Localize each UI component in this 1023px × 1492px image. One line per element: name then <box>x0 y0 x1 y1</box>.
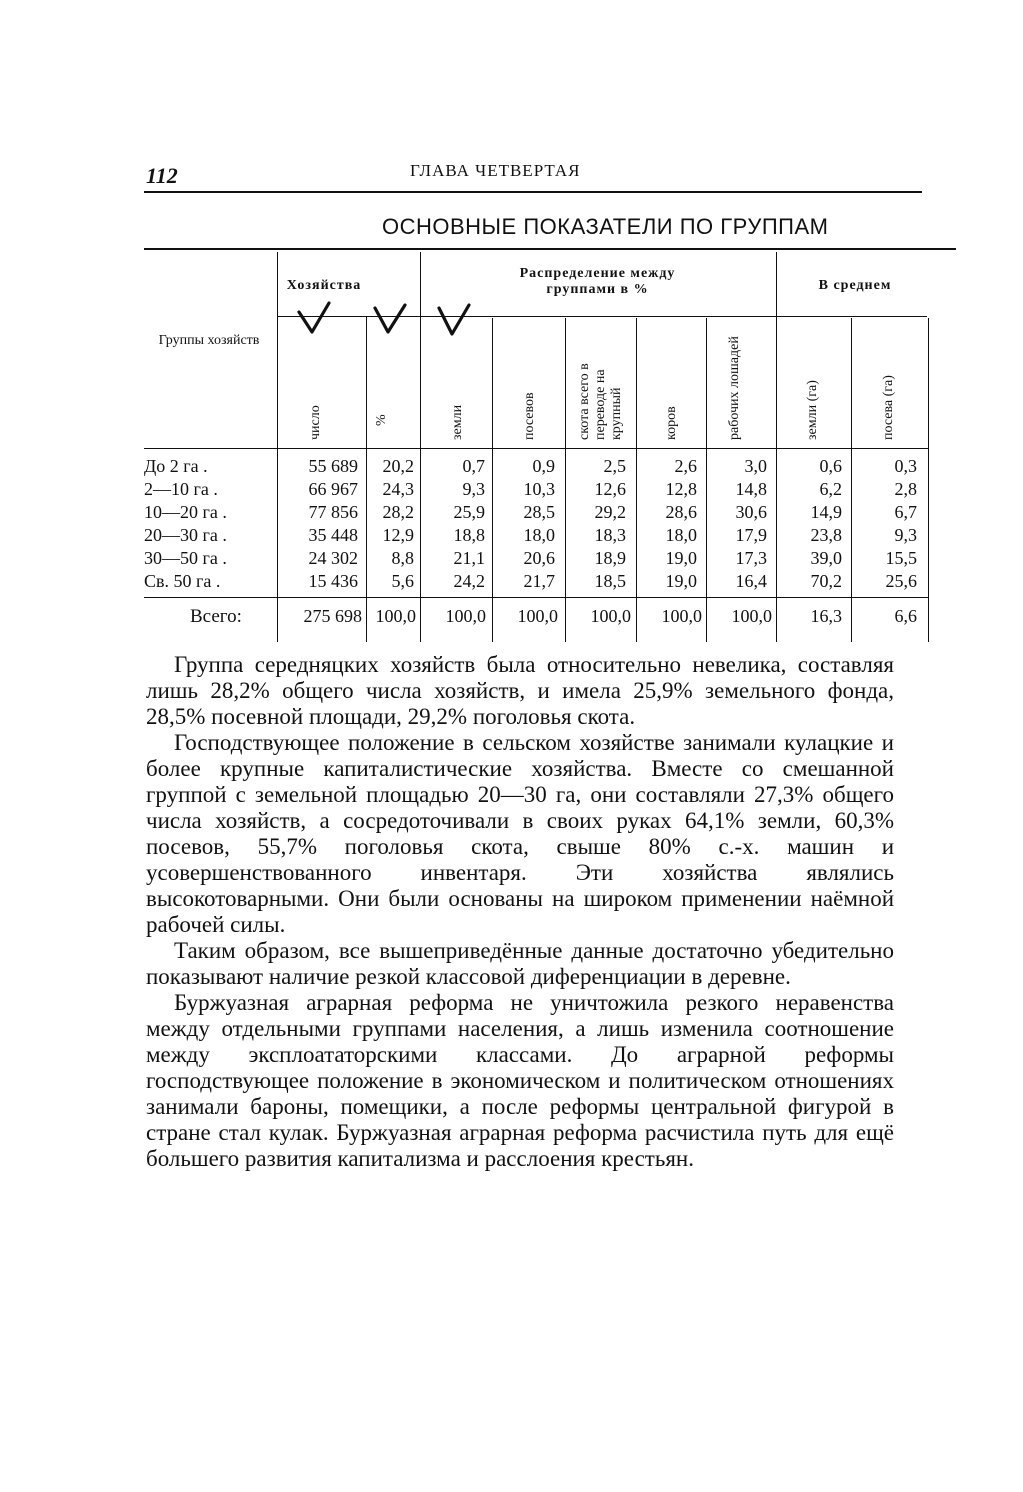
cell-livestock: 18,9 <box>594 548 626 568</box>
cell-crops: 18,0 <box>523 525 555 545</box>
row-label: 10—20 га . <box>144 502 227 522</box>
cell-livestock: 18,3 <box>594 525 626 545</box>
cell-avg-crops: 25,6 <box>885 571 917 591</box>
cell-crops: 100,0 <box>517 606 558 626</box>
cell-horses: 17,3 <box>735 548 767 568</box>
col-head-cows: коров <box>664 406 679 440</box>
cell-avg-land: 0,6 <box>819 456 842 476</box>
cell-cows: 12,8 <box>665 479 697 499</box>
cell-avg-land: 23,8 <box>810 525 842 545</box>
cell-count: 77 856 <box>308 502 358 522</box>
cell-avg-crops: 15,5 <box>885 548 917 568</box>
table-rule <box>144 448 928 449</box>
cell-percent: 24,3 <box>382 479 414 499</box>
header-rule <box>144 191 922 193</box>
col-head-percent: % <box>374 414 389 426</box>
cell-crops: 28,5 <box>523 502 555 522</box>
cell-count: 66 967 <box>308 479 358 499</box>
cell-land: 100,0 <box>445 606 486 626</box>
cell-avg-land: 6,2 <box>819 479 842 499</box>
col-head-horses: рабочих лошадей <box>727 336 742 440</box>
cell-horses: 3,0 <box>744 456 767 476</box>
cell-cows: 100,0 <box>661 606 702 626</box>
cell-cows: 28,6 <box>665 502 697 522</box>
cell-land: 21,1 <box>453 548 485 568</box>
cell-percent: 5,6 <box>391 571 414 591</box>
stub-head: Группы хозяйств <box>158 333 260 348</box>
cell-count: 24 302 <box>308 548 358 568</box>
cell-avg-crops: 9,3 <box>894 525 917 545</box>
row-label: До 2 га . <box>144 456 208 476</box>
cell-land: 0,7 <box>462 456 485 476</box>
cell-crops: 10,3 <box>523 479 555 499</box>
table-title: ОСНОВНЫЕ ПОКАЗАТЕЛИ ПО ГРУППАМ <box>382 214 829 239</box>
cell-crops: 20,6 <box>523 548 555 568</box>
total-label: Всего: <box>190 606 242 627</box>
cell-land: 25,9 <box>453 502 485 522</box>
cell-crops: 0,9 <box>532 456 555 476</box>
cell-livestock: 12,6 <box>594 479 626 499</box>
page-number: 112 <box>146 163 178 188</box>
cell-percent: 12,9 <box>382 525 414 545</box>
paragraph: Группа середняцких хозяйств была относительно невелика, составляя лишь 28,2% общего числа хозяйств, и имела 25,9% земельного фонда, 28,5% посевной площади, 29,2% поголовья скота. <box>146 652 894 729</box>
cell-avg-land: 16,3 <box>810 606 842 626</box>
running-head: ГЛАВА ЧЕТВЕРТАЯ <box>410 161 581 180</box>
group-head-average: В среднем <box>818 278 892 293</box>
table-rule <box>144 597 928 598</box>
table-rule <box>928 318 929 642</box>
cell-avg-crops: 0,3 <box>894 456 917 476</box>
cell-percent: 28,2 <box>382 502 414 522</box>
row-label: 2—10 га . <box>144 479 218 499</box>
cell-avg-land: 39,0 <box>810 548 842 568</box>
row-label: Св. 50 га . <box>144 571 221 591</box>
cell-count: 15 436 <box>308 571 358 591</box>
cell-avg-land: 14,9 <box>810 502 842 522</box>
cell-horses: 100,0 <box>731 606 772 626</box>
cell-livestock: 29,2 <box>594 502 626 522</box>
cell-percent: 8,8 <box>391 548 414 568</box>
cell-avg-land: 70,2 <box>810 571 842 591</box>
col-head-land: земли <box>450 404 465 440</box>
cell-percent: 20,2 <box>382 456 414 476</box>
cell-horses: 17,9 <box>735 525 767 545</box>
row-label: 30—50 га . <box>144 548 227 568</box>
col-head-livestock: скота всего в переводе на крупный <box>577 363 624 440</box>
cell-avg-crops: 6,6 <box>894 606 917 626</box>
cell-cows: 2,6 <box>674 456 697 476</box>
cell-land: 9,3 <box>462 479 485 499</box>
group-head-distribution: Распределение между группами в % <box>519 266 676 297</box>
paragraph: Таким образом, все вышеприведённые данные достаточно убедительно показывают наличие резкой классовой диференциации в деревне. <box>146 938 894 989</box>
table-top-rule <box>144 248 956 250</box>
col-head-avg-land: земли (га) <box>805 380 820 440</box>
paragraph: Господствующее положение в сельском хозяйстве занимали кулацкие и более крупные капиталистические хозяйства. Вместе со смешанной группой с земельной площадью 20—30 га, они составляли 27,3% общего числа хозяйств, а сосредоточивали в своих руках 64,1% земли, 60,3% посевов, 55,7% поголовья скота, свыше 80% с.-х. машин и усовершенствованного инвентаря. Эти хозяйства являлись высокотоварными. Они были основаны на широком применении наёмной рабочей силы. <box>146 730 894 937</box>
col-head-avg-crops: посева (га) <box>881 375 896 440</box>
col-head-crops: посевов <box>522 392 537 440</box>
col-head-count: число <box>308 405 323 440</box>
cell-livestock: 100,0 <box>590 606 631 626</box>
cell-horses: 14,8 <box>735 479 767 499</box>
group-head-farms: Хозяйства <box>286 278 362 293</box>
cell-count: 55 689 <box>308 456 358 476</box>
cell-cows: 18,0 <box>665 525 697 545</box>
cell-crops: 21,7 <box>523 571 555 591</box>
cell-livestock: 2,5 <box>603 456 626 476</box>
cell-land: 18,8 <box>453 525 485 545</box>
body-text <box>146 652 894 1172</box>
cell-livestock: 18,5 <box>594 571 626 591</box>
cell-horses: 30,6 <box>735 502 767 522</box>
cell-avg-crops: 2,8 <box>894 479 917 499</box>
cell-land: 24,2 <box>453 571 485 591</box>
table-rule <box>277 252 278 642</box>
cell-count: 35 448 <box>308 525 358 545</box>
cell-horses: 16,4 <box>735 571 767 591</box>
cell-percent: 100,0 <box>375 606 416 626</box>
row-label: 20—30 га . <box>144 525 227 545</box>
cell-avg-crops: 6,7 <box>894 502 917 522</box>
cell-count: 275 698 <box>303 606 362 626</box>
cell-cows: 19,0 <box>665 548 697 568</box>
paragraph: Буржуазная аграрная реформа не уничтожила резкого неравенства между отдельными группами населения, а лишь изменила соотношение между эксплоататорскими классами. До аграрной реформы господствующее положение в экономическом и политическом отношениях занимали бароны, помещики, а после реформы центральной фигурой в стране стал кулак. Буржуазная аграрная реформа расчистила путь для ещё большего развития капитализма и расслоения крестьян. <box>146 990 894 1171</box>
cell-cows: 19,0 <box>665 571 697 591</box>
